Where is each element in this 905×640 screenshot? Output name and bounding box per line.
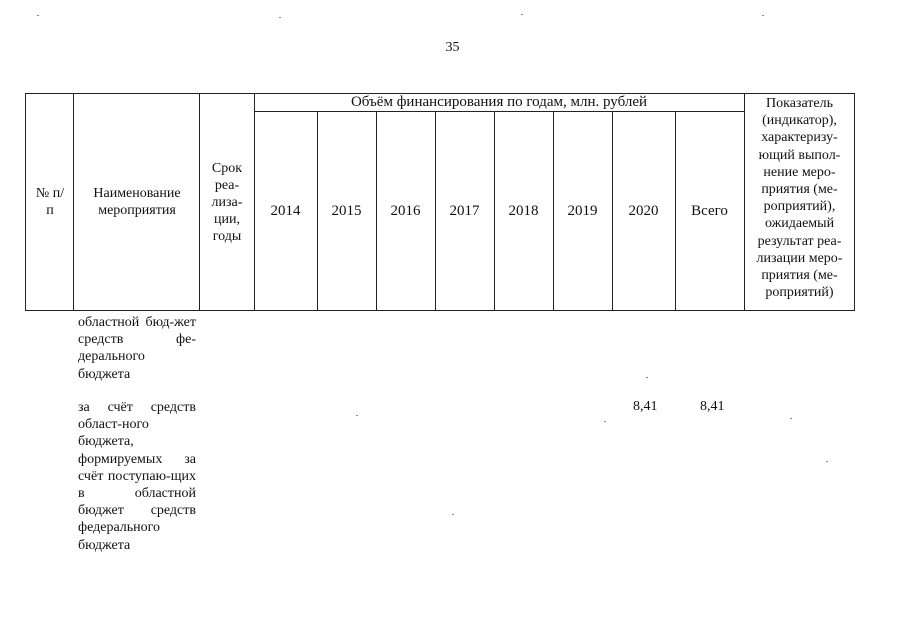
divider-name-period [199,93,200,311]
header-name-label: Наименование мероприятия [93,186,181,218]
scan-speck [826,461,828,462]
header-year-2019: 2019 [567,203,598,219]
header-number-label: № п/п [35,186,65,218]
header-indicator-label: Показатель (индикатор), характеризу-ющий выпол-нение меро-приятия (ме-роприятий), ожидаемый результат реа-лизации меро-приятия (ме-роприятий) [756,96,843,301]
header-name [77,93,197,311]
header-total: Всего [691,203,728,219]
scan-speck [452,514,454,515]
table-border-right [854,93,855,311]
header-indicator [745,93,854,313]
header-financing-label: Объём финансирования по годам, млн. рублей [350,94,648,110]
header-year-2016: 2016 [390,203,421,219]
header-year-2015: 2015 [331,203,362,219]
scan-speck [37,15,39,16]
header-year-2018: 2018 [508,203,539,219]
row-1-name: областной бюд-жет средств фе-дерального бюджета [78,315,196,382]
header-period-label: Срок реа-лиза-ции, годы [211,160,243,244]
page-number: 35 [445,40,460,55]
header-number [31,93,69,311]
row-2-value-total: 8,41 [700,399,725,414]
header-year-2017: 2017 [449,203,480,219]
financing-table-header [25,93,855,311]
scan-speck [604,421,606,422]
divider-no-name [73,93,74,311]
scan-speck [521,14,523,15]
header-year-2014: 2014 [270,203,301,219]
scan-speck [762,15,764,16]
header-year-2020: 2020 [628,203,659,219]
scan-speck [646,377,648,378]
scan-speck [356,415,358,416]
scan-speck [790,418,792,419]
table-border-left [25,93,26,311]
header-period [201,93,253,311]
row-2-name: за счёт средств област-ного бюджета, формируемых за счёт поступаю-щих в областной бюджет средств федерального бюджета [78,400,196,553]
scan-speck [279,17,281,18]
row-2-value-2020: 8,41 [633,399,658,414]
header-financing [254,93,744,112]
